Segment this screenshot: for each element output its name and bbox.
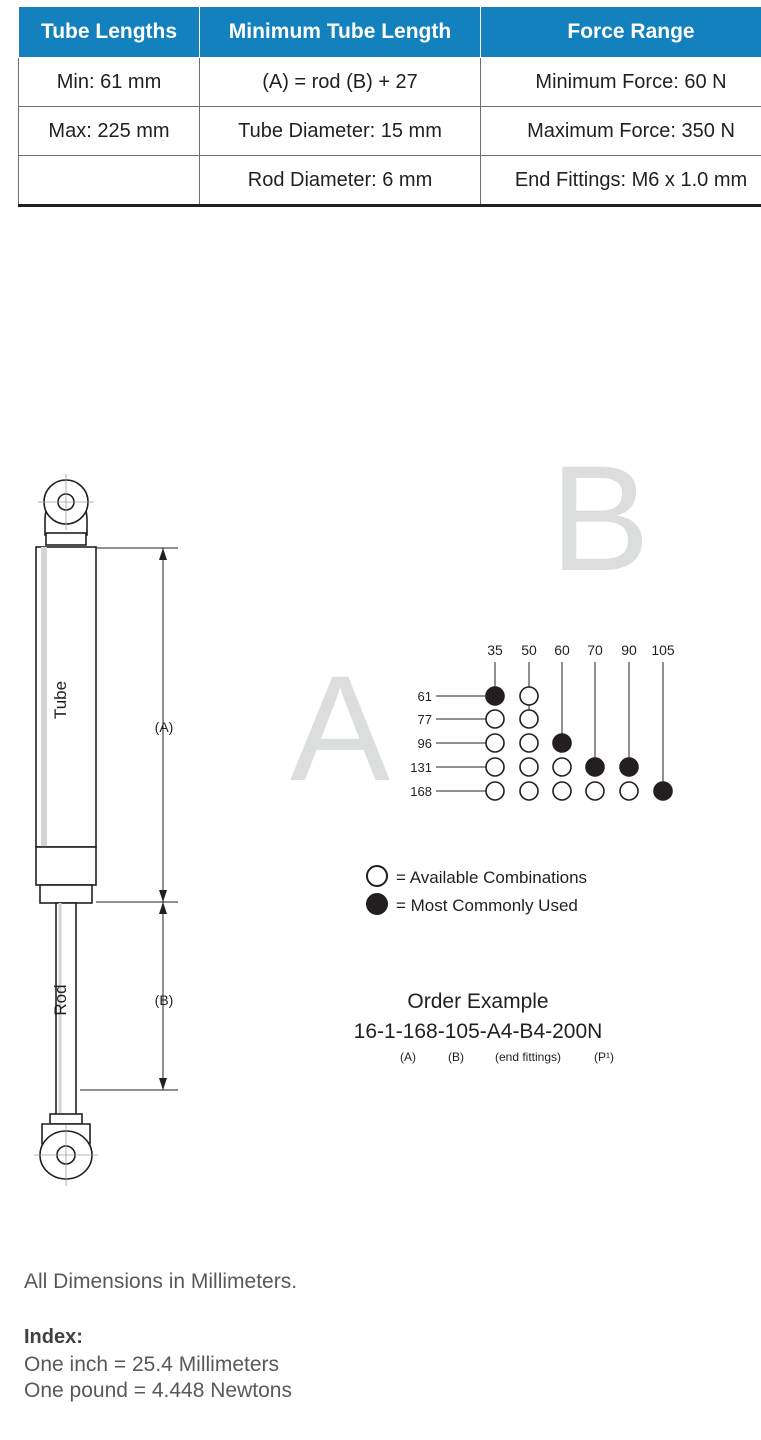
matrix-dot [553,782,571,800]
gas-spring-drawing [0,430,761,1260]
table-cell-formula: (A) = rod (B) + 27 [200,58,481,107]
matrix-row-label-131: 131 [410,760,432,775]
order-example-title: Order Example [407,990,549,1013]
matrix-dot [586,782,604,800]
legend-filled-circle-icon [367,894,387,914]
matrix-dot [620,758,638,776]
matrix-dot [586,758,604,776]
matrix-dot [553,734,571,752]
matrix-dot [486,734,504,752]
matrix-dot [486,758,504,776]
order-annotation-a: (A) [400,1050,416,1064]
legend-available-label: = Available Combinations [396,868,588,887]
table-row [19,156,761,206]
matrix-column-label-35: 35 [487,642,503,658]
table-cell-max-force: Maximum Force: 350 N [481,107,761,156]
matrix-column-label-90: 90 [621,642,637,658]
tube-label: Tube [51,680,70,720]
matrix-column-label-50: 50 [521,642,537,658]
bottom-eyelet-icon [34,1114,98,1186]
top-eyelet-icon [38,474,94,545]
order-example-code: 16-1-168-105-A4-B4-200N [353,1020,603,1043]
tube-body [36,547,96,903]
matrix-column-label-70: 70 [587,642,603,658]
matrix-dot [520,758,538,776]
dimensions-note: All Dimensions in Millimeters. [24,1270,298,1293]
matrix-row-label-168: 168 [410,784,432,799]
legend-open-circle-icon [367,866,387,886]
matrix-row-label-96: 96 [417,736,432,751]
table-cell-end-fittings: End Fittings: M6 x 1.0 mm [481,156,761,206]
matrix-column-label-60: 60 [554,642,570,658]
dimension-a-label: (A) [154,719,174,735]
legend-common-label: = Most Commonly Used [396,896,578,915]
table-cell-tube-max: Max: 225 mm [19,107,200,156]
index-line-inch: One inch = 25.4 Millimeters [24,1353,280,1376]
table-header-force-range: Force Range [481,7,761,58]
table-cell-rod-diameter: Rod Diameter: 6 mm [200,156,481,206]
combination-matrix [410,642,675,800]
dimension-b-label: (B) [154,992,174,1008]
matrix-row-label-61: 61 [417,689,432,704]
order-example [354,990,614,1064]
table-cell-tube-min: Min: 61 mm [19,58,200,107]
matrix-dot [486,687,504,705]
table-header-row [19,7,761,58]
specifications-table [18,6,761,207]
watermark-a-letter: A [289,644,391,812]
table-row [19,107,761,156]
matrix-row-label-77: 77 [417,712,432,727]
index-line-pound: One pound = 4.448 Newtons [24,1379,292,1402]
matrix-dot [486,782,504,800]
table-header-tube-lengths: Tube Lengths [19,7,200,58]
matrix-dot [620,782,638,800]
matrix-column-label-105: 105 [651,642,675,658]
order-annotation-end-fittings: (end fittings) [494,1050,562,1064]
watermark-b-letter: B [549,434,651,602]
footer-notes [24,1270,724,1405]
matrix-dot [520,734,538,752]
table-cell-tube-diameter: Tube Diameter: 15 mm [200,107,481,156]
order-annotation-b: (B) [448,1050,464,1064]
matrix-dot [520,782,538,800]
order-annotation-force: (P¹) [594,1050,614,1064]
index-title: Index: [24,1326,83,1348]
table-cell-empty [19,156,200,206]
matrix-dot [520,687,538,705]
matrix-dot [654,782,672,800]
table-header-minimum-tube-length: Minimum Tube Length [200,7,481,58]
legend [367,866,587,915]
matrix-dot [486,710,504,728]
table-cell-min-force: Minimum Force: 60 N [481,58,761,107]
rod-label: Rod [51,984,70,1016]
table-row [19,58,761,107]
matrix-dot [520,710,538,728]
matrix-dot [553,758,571,776]
